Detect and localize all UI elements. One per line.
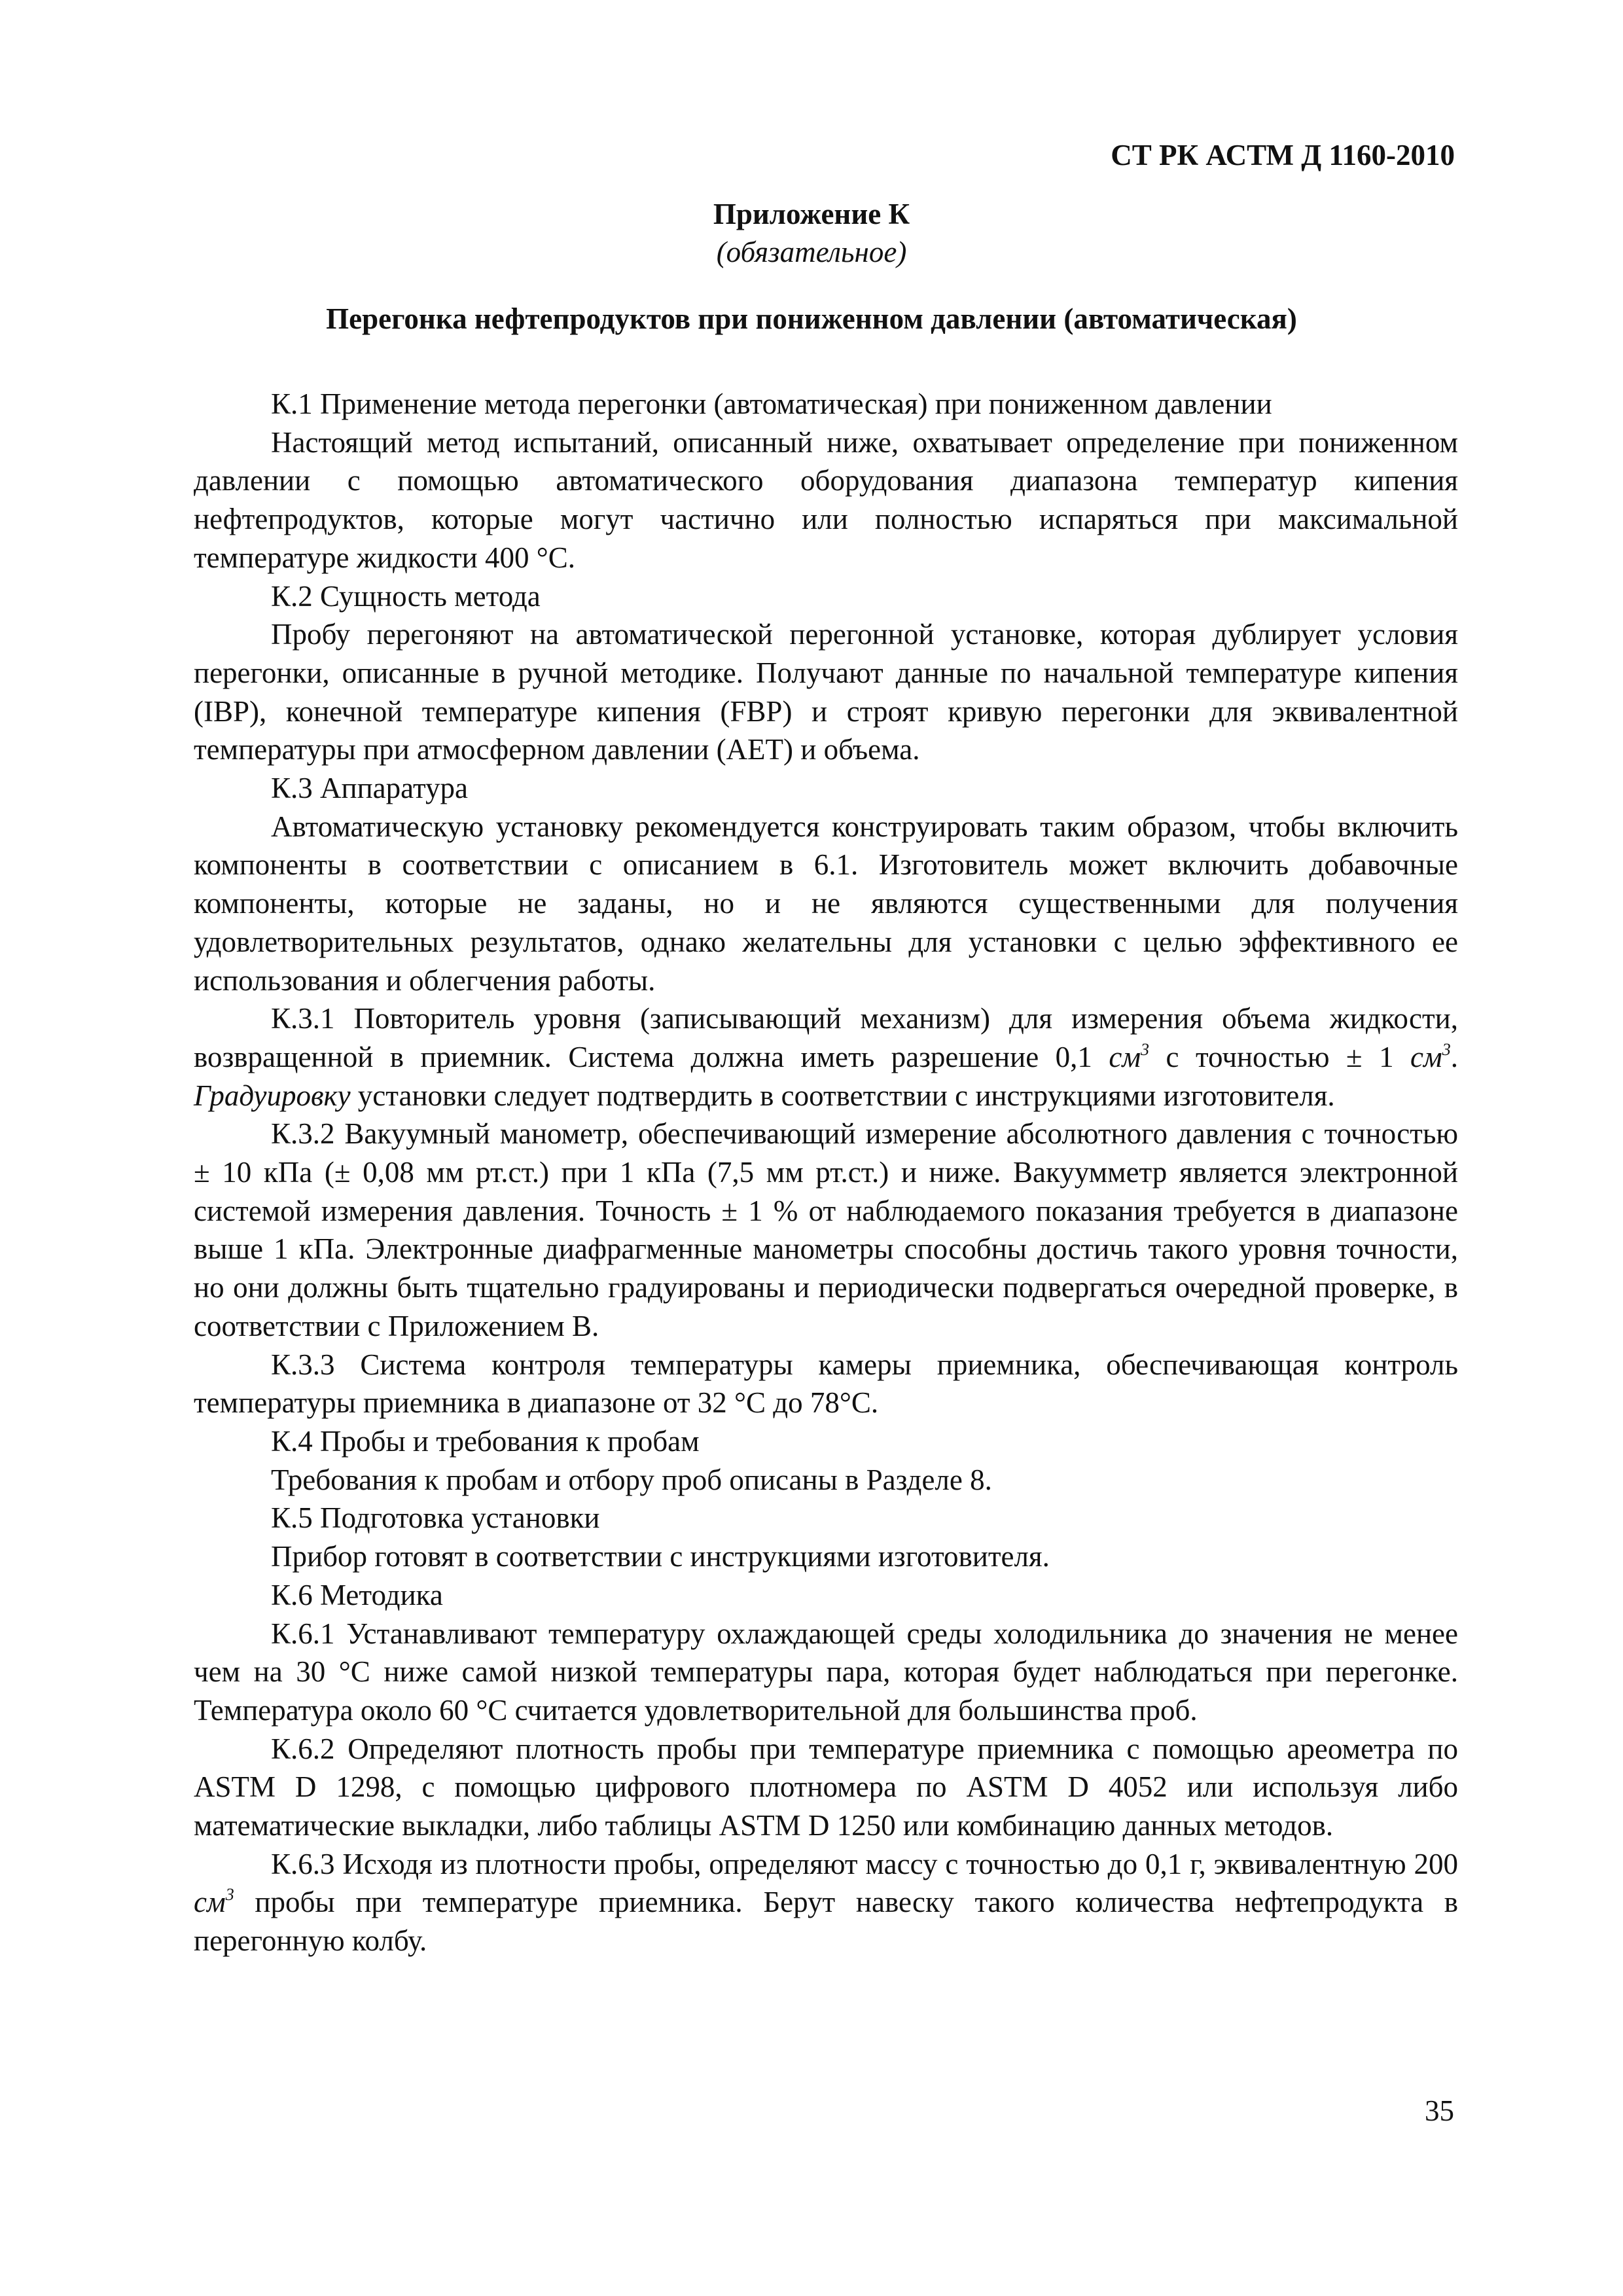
- document-code: СТ РК АСТМ Д 1160-2010: [1111, 139, 1455, 171]
- section-k32-text: К.3.2 Вакуумный манометр, обеспечивающий измерение абсолютного давления с точностью ± 10 кПа (± 0,08 мм рт.ст.) при 1 кПа (7,5 мм рт.ст.) и ниже. Вакуумметр является электронной системой измерения давления. Точность ± 1 % от наблюдаемого показания требуется в диапазоне выше 1 кПа. Электронные диафрагменные манометры способны достичь такого уровня точности, но они должны быть тщательно градуированы и периодически подвергаться очередной проверке, в соответствии с Приложением В.: [194, 1117, 1458, 1342]
- section-k4-text: Требования к пробам и отбору проб описаны в Разделе 8.: [271, 1463, 992, 1496]
- appendix-title: Приложение К: [713, 198, 910, 230]
- k31-sup-1: 3: [1141, 1039, 1150, 1059]
- section-k6-title: К.6 Методика: [271, 1578, 443, 1611]
- k31-part-b: с точностью ± 1: [1149, 1040, 1411, 1073]
- k63-unit: см: [194, 1886, 226, 1919]
- section-k5-text: Прибор готовят в соответствии с инструкциями изготовителя.: [271, 1540, 1050, 1573]
- section-k1-title: К.1 Применение метода перегонки (автоматическая) при пониженном давлении: [271, 387, 1272, 420]
- appendix-heading: Перегонка нефтепродуктов при пониженном давлении (автоматическая): [326, 302, 1297, 335]
- document-body: [194, 385, 1458, 1960]
- page-number: 35: [1425, 2094, 1454, 2127]
- k31-unit-2: см: [1410, 1040, 1442, 1073]
- k63-part-a: К.6.3 Исходя из плотности пробы, определяют массу с точностью до 0,1 г, эквивалентную 200: [271, 1847, 1458, 1880]
- k31-part-c: .: [1450, 1040, 1458, 1073]
- k63-part-b: пробы при температуре приемника. Берут навеску такого количества нефтепродукта в перегонную колбу.: [194, 1886, 1458, 1958]
- section-k63-text: [194, 1845, 1458, 1960]
- k31-graduation: Градуировку: [194, 1079, 351, 1112]
- section-k4-title: К.4 Пробы и требования к пробам: [271, 1424, 700, 1458]
- section-k5-title: К.5 Подготовка установки: [271, 1501, 600, 1535]
- section-k2-title: К.2 Сущность метода: [271, 579, 541, 613]
- section-k3-text: Автоматическую установку рекомендуется конструировать таким образом, чтобы включить компоненты в соответствии с описанием в 6.1. Изготовитель может включить добавочные компоненты, которые не заданы, но и не являются существенными для получения удовлетворительных результатов, однако желательны для установки с целью эффективного ее использования и облегчения работы.: [194, 810, 1458, 997]
- k63-sup: 3: [225, 1885, 234, 1905]
- appendix-status: (обязательное): [716, 236, 907, 268]
- k31-part-d: установки следует подтвердить в соответствии с инструкциями изготовителя.: [350, 1079, 1335, 1112]
- section-k31-text: [194, 999, 1458, 1115]
- section-k62-text: К.6.2 Определяют плотность пробы при температуре приемника с помощью ареометра по ASTM D 1298, с помощью цифрового плотномера по ASTM D 4052 или используя либо математические выкладки, либо таблицы ASTM D 1250 или комбинацию данных методов.: [194, 1732, 1458, 1842]
- section-k2-text: Пробу перегоняют на автоматической перегонной установке, которая дублирует условия перегонки, описанные в ручной методике. Получают данные по начальной температуре кипения (IBP), конечной температуре кипения (FBP) и строят кривую перегонки для эквивалентной температуры при атмосферном давлении (AET) и объема.: [194, 618, 1458, 766]
- section-k3-title: К.3 Аппаратура: [271, 772, 469, 805]
- section-k61-text: К.6.1 Устанавливают температуру охлаждающей среды холодильника до значения не менее чем на 30 °С ниже самой низкой температуры пара, которая будет наблюдаться при перегонке. Температура около 60 °С считается удовлетворительной для большинства проб.: [194, 1617, 1458, 1727]
- k31-part-a: К.3.1 Повторитель уровня (записывающий механизм) для измерения объема жидкости, возвращенной в приемник. Система должна иметь разрешение 0,1: [194, 1002, 1458, 1073]
- section-k33-text: К.3.3 Система контроля температуры камеры приемника, обеспечивающая контроль температуры приемника в диапазоне от 32 °С до 78°С.: [194, 1348, 1458, 1420]
- k31-unit-1: см: [1109, 1040, 1141, 1073]
- k31-sup-2: 3: [1442, 1039, 1451, 1059]
- section-k1-text: Настоящий метод испытаний, описанный ниже, охватывает определение при пониженном давлении с помощью автоматического оборудования диапазона температур кипения нефтепродуктов, которые могут частично или полностью испаряться при максимальной температуре жидкости 400 °С.: [194, 425, 1458, 574]
